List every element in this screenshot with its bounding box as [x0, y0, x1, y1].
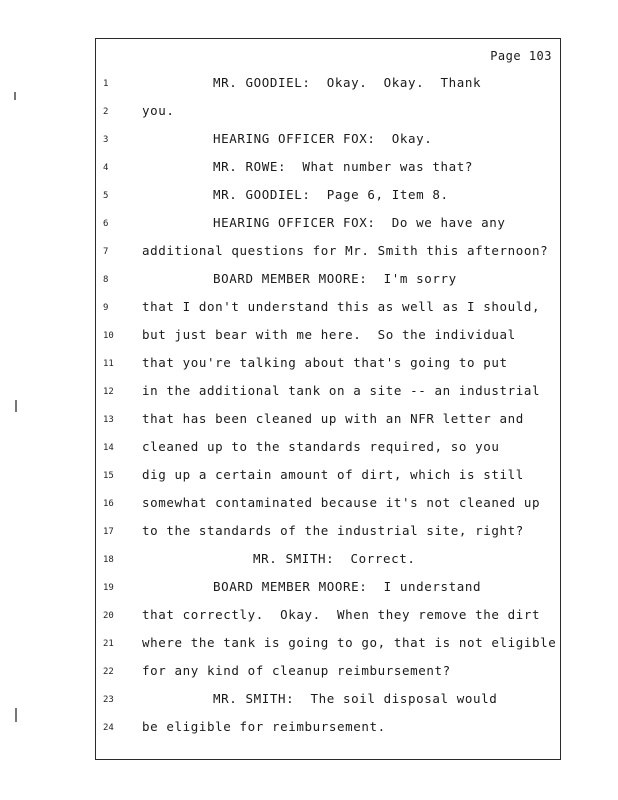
transcript-line: [96, 495, 560, 515]
scan-mark: [15, 708, 17, 722]
transcript-line: [96, 411, 560, 431]
line-text: MR. GOODIEL: Okay. Okay. Thank: [213, 75, 482, 90]
transcript-line: [96, 439, 560, 459]
transcript-page: [95, 38, 561, 760]
line-text: but just bear with me here. So the individual: [142, 327, 516, 342]
transcript-line: [96, 523, 560, 543]
line-number: 18: [103, 555, 114, 565]
line-text: MR. ROWE: What number was that?: [213, 159, 474, 174]
line-text: that I don't understand this as well as I should,: [142, 299, 541, 314]
line-number: 7: [103, 247, 109, 257]
scan-mark: [14, 92, 16, 100]
line-number: 13: [103, 415, 114, 425]
line-number: 4: [103, 163, 109, 173]
line-text: MR. SMITH: Correct.: [253, 551, 416, 566]
line-number: 21: [103, 639, 114, 649]
line-number: 9: [103, 303, 109, 313]
transcript-line: [96, 607, 560, 627]
line-number: 11: [103, 359, 114, 369]
transcript-line: [96, 103, 560, 123]
line-number: 2: [103, 107, 109, 117]
transcript-line: [96, 691, 560, 711]
line-number: 10: [103, 331, 114, 341]
line-number: 16: [103, 499, 114, 509]
transcript-line: [96, 299, 560, 319]
line-number: 15: [103, 471, 114, 481]
line-number: 24: [103, 723, 114, 733]
transcript-line: [96, 355, 560, 375]
transcript-line: [96, 383, 560, 403]
line-number: 1: [103, 79, 109, 89]
line-text: that you're talking about that's going to put: [142, 355, 508, 370]
transcript-line: [96, 187, 560, 207]
line-number: 12: [103, 387, 114, 397]
transcript-line: [96, 635, 560, 655]
transcript-line: [96, 271, 560, 291]
scan-mark: [15, 400, 17, 412]
transcript-line: [96, 663, 560, 683]
page-number: Page 103: [490, 49, 552, 63]
line-number: 6: [103, 219, 109, 229]
line-number: 3: [103, 135, 109, 145]
line-text: that has been cleaned up with an NFR letter and: [142, 411, 524, 426]
transcript-line: [96, 131, 560, 151]
line-text: where the tank is going to go, that is not eligible: [142, 635, 557, 650]
transcript-line: [96, 243, 560, 263]
transcript-line: [96, 159, 560, 179]
line-text: you.: [142, 103, 175, 118]
line-number: 23: [103, 695, 114, 705]
line-text: HEARING OFFICER FOX: Okay.: [213, 131, 433, 146]
transcript-line: [96, 719, 560, 739]
line-number: 14: [103, 443, 114, 453]
transcript-line: [96, 75, 560, 95]
line-number: 19: [103, 583, 114, 593]
line-number: 22: [103, 667, 114, 677]
line-text: MR. SMITH: The soil disposal would: [213, 691, 498, 706]
line-text: additional questions for Mr. Smith this afternoon?: [142, 243, 549, 258]
transcript-line: [96, 215, 560, 235]
line-text: MR. GOODIEL: Page 6, Item 8.: [213, 187, 449, 202]
transcript-line: [96, 551, 560, 571]
line-number: 20: [103, 611, 114, 621]
line-text: be eligible for reimbursement.: [142, 719, 386, 734]
line-text: BOARD MEMBER MOORE: I'm sorry: [213, 271, 457, 286]
line-text: dig up a certain amount of dirt, which is still: [142, 467, 524, 482]
line-number: 17: [103, 527, 114, 537]
line-text: HEARING OFFICER FOX: Do we have any: [213, 215, 506, 230]
line-text: in the additional tank on a site -- an industrial: [142, 383, 541, 398]
line-text: to the standards of the industrial site, right?: [142, 523, 524, 538]
line-number: 5: [103, 191, 109, 201]
transcript-line: [96, 467, 560, 487]
line-text: that correctly. Okay. When they remove the dirt: [142, 607, 541, 622]
line-text: BOARD MEMBER MOORE: I understand: [213, 579, 482, 594]
line-text: for any kind of cleanup reimbursement?: [142, 663, 451, 678]
line-number: 8: [103, 275, 109, 285]
transcript-line: [96, 579, 560, 599]
transcript-line: [96, 327, 560, 347]
line-text: somewhat contaminated because it's not cleaned up: [142, 495, 541, 510]
line-text: cleaned up to the standards required, so you: [142, 439, 500, 454]
